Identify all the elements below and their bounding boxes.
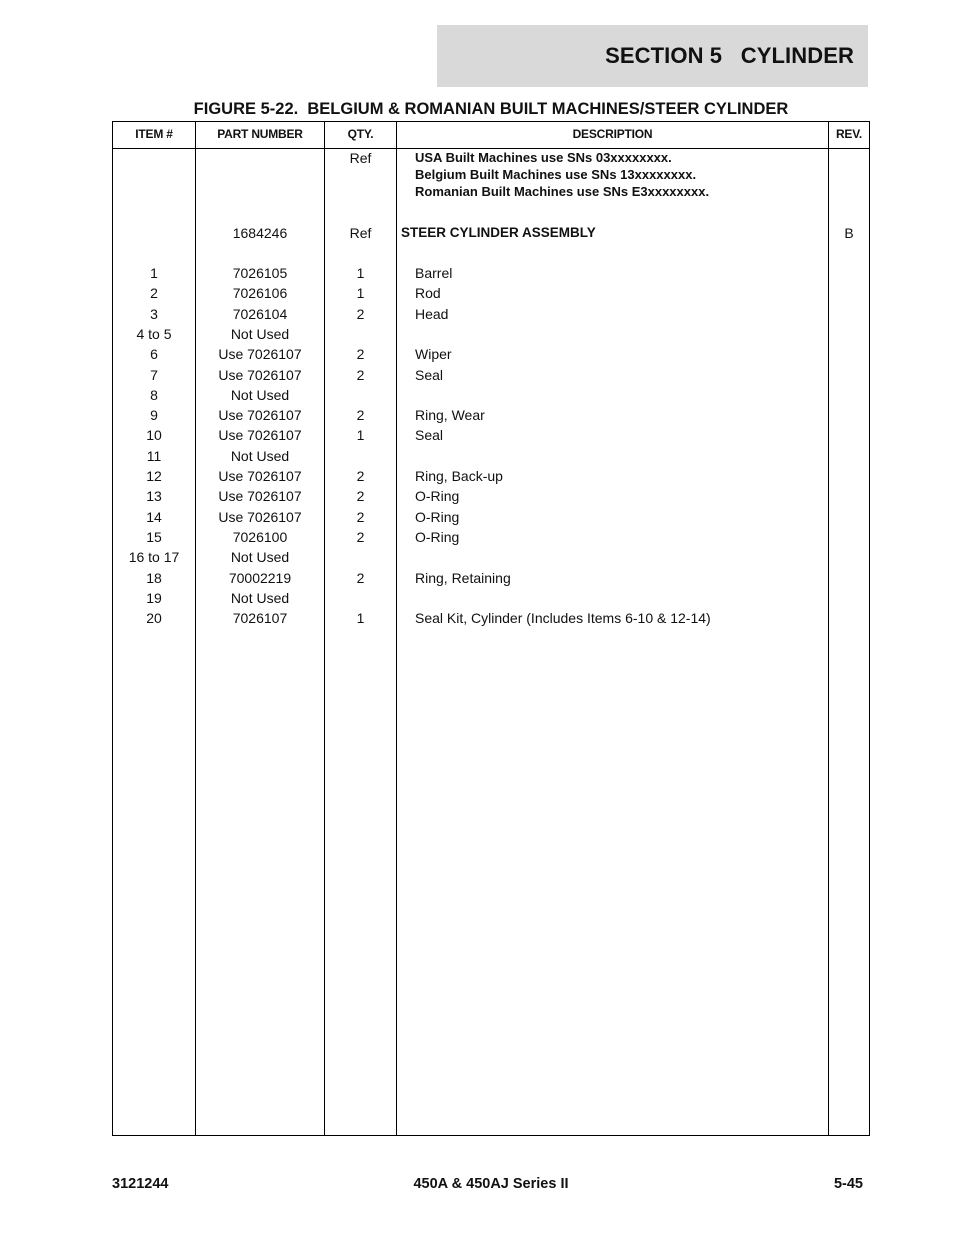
row-qty: 1	[356, 285, 365, 301]
row-description: Barrel	[415, 265, 453, 281]
row-part-number: Use 7026107	[218, 509, 302, 525]
row-part-number: 7026100	[232, 529, 288, 545]
row-part-number: 7026106	[232, 285, 288, 301]
row-item: 3	[150, 306, 158, 322]
row-item: 15	[146, 529, 162, 545]
row-item: 10	[146, 427, 162, 443]
row-item: 1	[150, 265, 158, 281]
note-qty: Ref	[349, 150, 372, 166]
row-description: Ring, Back-up	[415, 468, 503, 484]
row-item: 2	[150, 285, 158, 301]
note-line: Romanian Built Machines use SNs E3xxxxxxxx.	[415, 184, 710, 199]
header-rev: REV.	[835, 127, 863, 141]
assembly-description: STEER CYLINDER ASSEMBLY	[401, 225, 596, 240]
section-title: SECTION 5 CYLINDER	[605, 43, 854, 68]
row-description: O-Ring	[415, 488, 460, 504]
row-part-number: Use 7026107	[218, 468, 302, 484]
row-description: Seal	[415, 367, 444, 383]
note-line: USA Built Machines use SNs 03xxxxxxxx.	[415, 150, 672, 165]
footer-page-number: 5-45	[833, 1176, 863, 1192]
row-item: 16 to 17	[128, 549, 180, 565]
row-description: Seal Kit, Cylinder (Includes Items 6-10 & 12-14)	[415, 610, 711, 626]
row-part-number: Not Used	[230, 326, 290, 342]
row-qty: 2	[356, 468, 365, 484]
row-description: O-Ring	[415, 529, 460, 545]
row-qty: 1	[356, 610, 365, 626]
row-qty: 2	[356, 306, 365, 322]
row-part-number: Use 7026107	[218, 346, 302, 362]
row-part-number: Not Used	[230, 590, 290, 606]
row-qty: 2	[356, 509, 365, 525]
row-qty: 1	[356, 427, 365, 443]
row-part-number: Not Used	[230, 387, 290, 403]
row-part-number: Use 7026107	[218, 407, 302, 423]
section-header	[437, 25, 868, 87]
column-divider	[828, 122, 829, 1135]
row-item: 20	[146, 610, 162, 626]
header-item: ITEM #	[135, 127, 173, 141]
row-description: Rod	[415, 285, 441, 301]
row-part-number: 70002219	[228, 570, 292, 586]
row-item: 4 to 5	[136, 326, 172, 342]
header-part-number: PART NUMBER	[217, 127, 303, 141]
row-part-number: Not Used	[230, 549, 290, 565]
parts-table	[112, 121, 870, 1136]
row-description: Ring, Wear	[415, 407, 485, 423]
row-qty: 2	[356, 407, 365, 423]
footer-model: 450A & 450AJ Series II	[413, 1176, 569, 1192]
note-line: Belgium Built Machines use SNs 13xxxxxxxx.	[415, 167, 697, 182]
row-item: 9	[150, 407, 158, 423]
column-divider	[396, 122, 397, 1135]
row-description: O-Ring	[415, 509, 460, 525]
row-description: Head	[415, 306, 449, 322]
row-qty: 2	[356, 367, 365, 383]
row-item: 18	[146, 570, 162, 586]
row-part-number: 7026105	[232, 265, 288, 281]
row-item: 14	[146, 509, 162, 525]
assembly-rev: B	[844, 225, 854, 241]
row-item: 11	[146, 448, 162, 464]
row-part-number: 7026104	[232, 306, 288, 322]
figure-title: FIGURE 5-22. BELGIUM & ROMANIAN BUILT MACHINES/STEER CYLINDER	[193, 100, 789, 118]
row-item: 7	[150, 367, 158, 383]
row-part-number: 7026107	[232, 610, 288, 626]
row-part-number: Use 7026107	[218, 367, 302, 383]
row-description: Wiper	[415, 346, 452, 362]
row-part-number: Use 7026107	[218, 488, 302, 504]
row-item: 12	[146, 468, 162, 484]
row-description: Ring, Retaining	[415, 570, 511, 586]
header-description: DESCRIPTION	[572, 127, 653, 141]
row-qty: 2	[356, 570, 365, 586]
row-description: Seal	[415, 427, 444, 443]
row-qty: 1	[356, 265, 365, 281]
row-item: 6	[150, 346, 158, 362]
row-item: 13	[146, 488, 162, 504]
footer-doc-number: 3121244	[112, 1176, 169, 1192]
assembly-part-number: 1684246	[232, 225, 288, 241]
assembly-qty: Ref	[349, 225, 372, 241]
row-item: 8	[150, 387, 158, 403]
row-qty: 2	[356, 346, 365, 362]
row-part-number: Not Used	[230, 448, 290, 464]
header-qty: QTY.	[347, 127, 374, 141]
row-qty: 2	[356, 488, 365, 504]
row-part-number: Use 7026107	[218, 427, 302, 443]
row-qty: 2	[356, 529, 365, 545]
row-item: 19	[146, 590, 162, 606]
